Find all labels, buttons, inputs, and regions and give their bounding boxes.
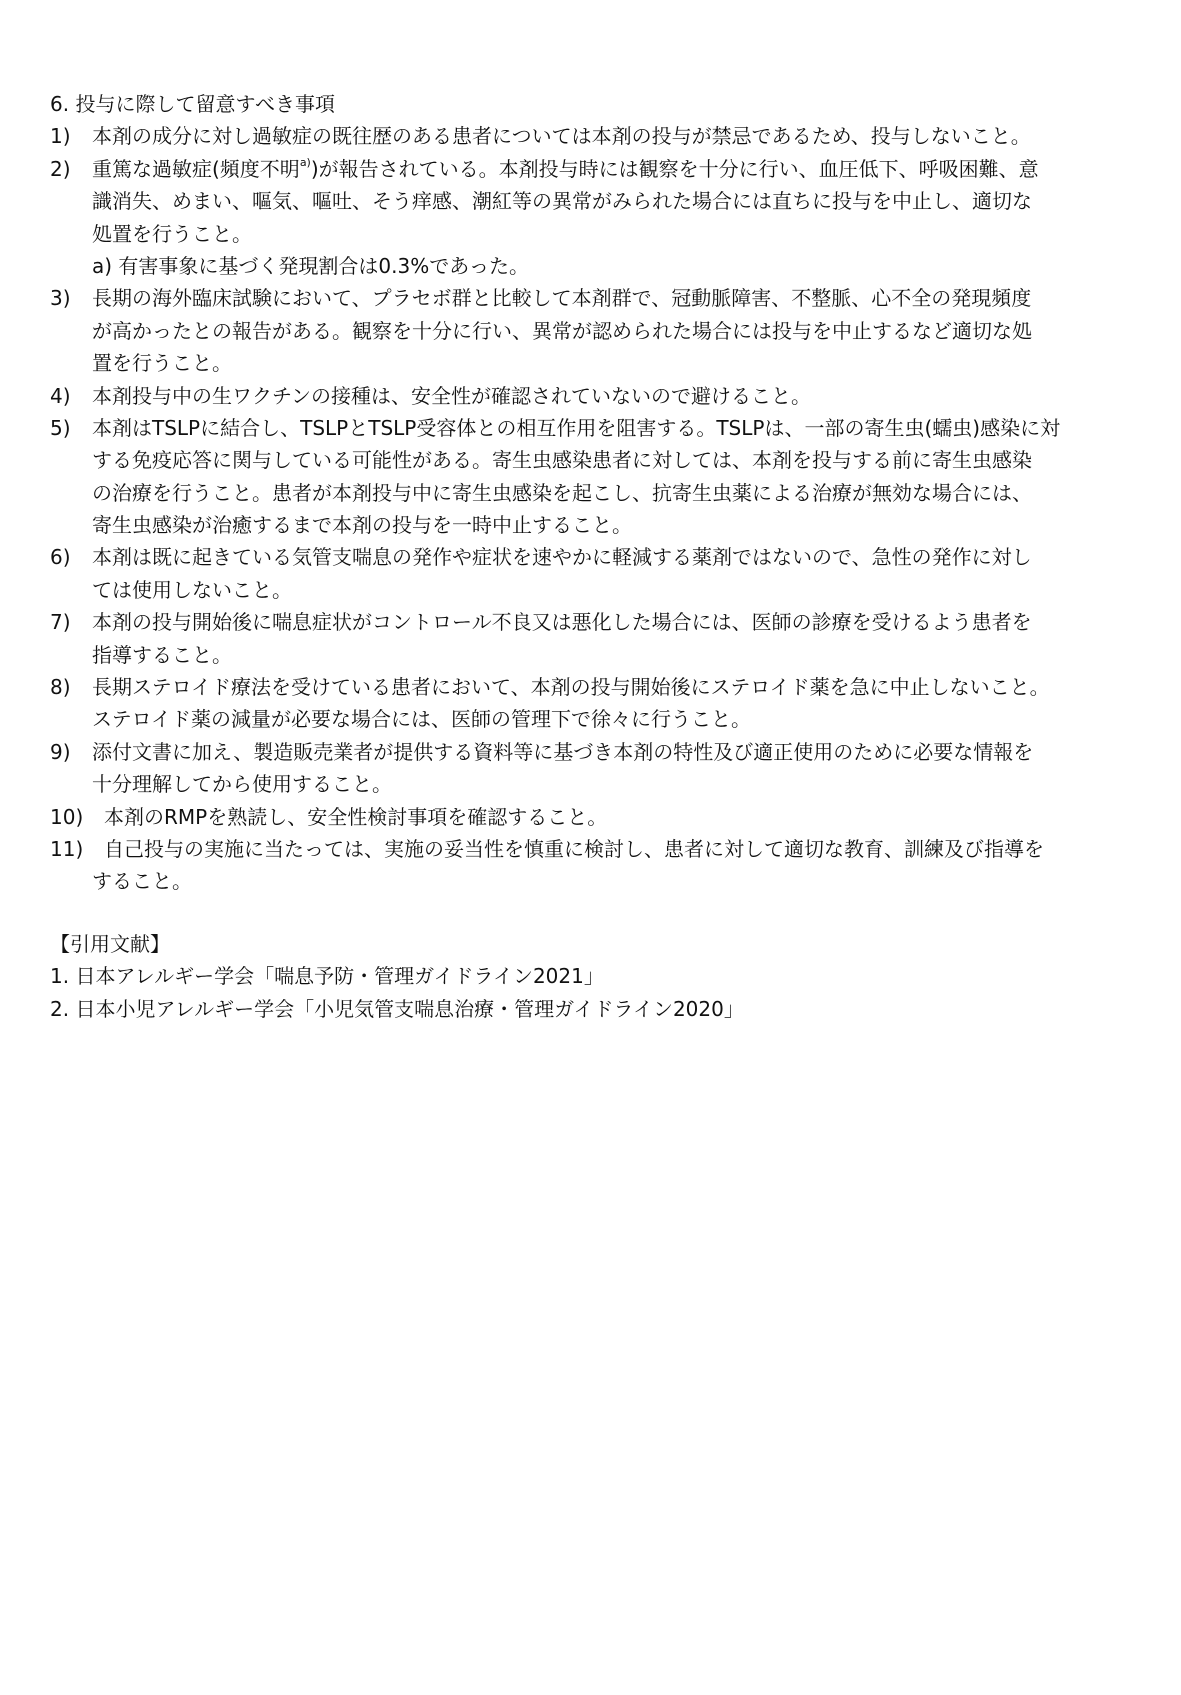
precaution-item bbox=[50, 541, 1130, 606]
item-text: 重篤な過敏症(頻度不明$^{a)}$)が報告されている。本剤投与時には観察を十分に行い、血圧低下、呼吸困難、意 bbox=[92, 155, 1039, 181]
item-line bbox=[50, 671, 1130, 703]
item-line bbox=[50, 736, 1130, 768]
item-line bbox=[50, 865, 1130, 897]
precaution-item bbox=[50, 606, 1130, 671]
item-line bbox=[50, 541, 1130, 573]
reference-item: 2. 日本小児アレルギー学会「小児気管支喘息治療・管理ガイドライン2020」 bbox=[50, 996, 744, 1021]
item-text: ステロイド薬の減量が必要な場合には、医師の管理下で徐々に行うこと。 bbox=[92, 707, 751, 732]
precaution-item bbox=[50, 801, 1130, 833]
item-number: 6) bbox=[50, 545, 71, 570]
item-number: 9) bbox=[50, 739, 71, 764]
item-line bbox=[50, 639, 1130, 671]
item-line bbox=[50, 347, 1130, 379]
item-text: 本剤はTSLPに結合し、TSLPとTSLP受容体との相互作用を阻害する。TSLPは、一部の寄生虫(蠕虫)感染に対 bbox=[92, 415, 1061, 440]
precaution-item bbox=[50, 671, 1130, 736]
item-line bbox=[50, 120, 1130, 152]
item-line bbox=[50, 574, 1130, 606]
item-line bbox=[50, 477, 1130, 509]
item-number: 7) bbox=[50, 610, 71, 635]
footnote-marker: a) bbox=[299, 155, 311, 169]
item-line bbox=[50, 412, 1130, 444]
item-text: 自己投与の実施に当たっては、実施の妥当性を慎重に検討し、患者に対して適切な教育、訓練及び指導を bbox=[104, 836, 1044, 861]
item-line bbox=[50, 315, 1130, 347]
item-number: 4) bbox=[50, 383, 71, 408]
references-heading: 【引用文献】 bbox=[50, 931, 170, 956]
item-number: 10) bbox=[50, 804, 84, 829]
item-text: 本剤は既に起きている気管支喘息の発作や症状を速やかに軽減する薬剤ではないので、急性の発作に対し bbox=[92, 545, 1032, 570]
references-list bbox=[50, 960, 1130, 1025]
item-line bbox=[50, 380, 1130, 412]
item-number: 3) bbox=[50, 286, 71, 311]
item-number: 2) bbox=[50, 156, 71, 181]
reference-item: 1. 日本アレルギー学会「喘息予防・管理ガイドライン2021」 bbox=[50, 964, 604, 989]
item-text: 識消失、めまい、嘔気、嘔吐、そう痒感、潮紅等の異常がみられた場合には直ちに投与を中止し、適切な bbox=[92, 189, 1032, 214]
item-line bbox=[50, 703, 1130, 735]
precaution-item bbox=[50, 153, 1130, 283]
precaution-item bbox=[50, 833, 1130, 898]
item-line bbox=[50, 444, 1130, 476]
item-text: の治療を行うこと。患者が本剤投与中に寄生虫感染を起こし、抗寄生虫薬による治療が無効な場合には、 bbox=[92, 480, 1032, 505]
item-number: 8) bbox=[50, 675, 71, 700]
item-text: 本剤投与中の生ワクチンの接種は、安全性が確認されていないので避けること。 bbox=[92, 383, 811, 408]
item-line bbox=[50, 768, 1130, 800]
item-number: 11) bbox=[50, 836, 84, 861]
item-number: 1) bbox=[50, 124, 71, 149]
precaution-item bbox=[50, 736, 1130, 801]
item-line bbox=[50, 185, 1130, 217]
document-body bbox=[50, 88, 1130, 1025]
item-text: 十分理解してから使用すること。 bbox=[92, 772, 392, 797]
item-line bbox=[50, 509, 1130, 541]
precaution-item bbox=[50, 282, 1130, 379]
item-text: する免疫応答に関与している可能性がある。寄生虫感染患者に対しては、本剤を投与する前に寄生虫感染 bbox=[92, 448, 1032, 473]
item-text: すること。 bbox=[92, 869, 192, 894]
item-text: 本剤の成分に対し過敏症の既往歴のある患者については本剤の投与が禁忌であるため、投与しないこと。 bbox=[92, 124, 1031, 149]
item-footnote: a) 有害事象に基づく発現割合は0.3%であった。 bbox=[92, 253, 530, 278]
item-line bbox=[50, 833, 1130, 865]
item-line bbox=[50, 801, 1130, 833]
item-text: 添付文書に加え、製造販売業者が提供する資料等に基づき本剤の特性及び適正使用のために必要な情報を bbox=[92, 739, 1034, 764]
item-text: 長期の海外臨床試験において、プラセボ群と比較して本剤群で、冠動脈障害、不整脈、心不全の発現頻度 bbox=[92, 286, 1032, 311]
item-text: 処置を行うこと。 bbox=[92, 221, 252, 246]
item-text: が高かったとの報告がある。観察を十分に行い、異常が認められた場合には投与を中止するなど適切な処 bbox=[92, 318, 1032, 343]
precautions-list bbox=[50, 120, 1130, 897]
item-line bbox=[50, 153, 1130, 185]
item-text: 本剤の投与開始後に喘息症状がコントロール不良又は悪化した場合には、医師の診療を受けるよう患者を bbox=[92, 610, 1032, 635]
item-text: 本剤のRMPを熟読し、安全性検討事項を確認すること。 bbox=[104, 804, 608, 829]
item-text: 長期ステロイド療法を受けている患者において、本剤の投与開始後にステロイド薬を急に中止しないこと。 bbox=[92, 675, 1050, 700]
item-line bbox=[50, 606, 1130, 638]
item-text: 指導すること。 bbox=[92, 642, 232, 667]
item-text: ては使用しないこと。 bbox=[92, 577, 292, 602]
item-text: 置を行うこと。 bbox=[92, 351, 232, 376]
section-title: 6. 投与に際して留意すべき事項 bbox=[50, 92, 336, 116]
precaution-item bbox=[50, 380, 1130, 412]
item-number: 5) bbox=[50, 415, 71, 440]
item-line bbox=[50, 218, 1130, 250]
precaution-item bbox=[50, 412, 1130, 542]
precaution-item bbox=[50, 120, 1130, 152]
item-note-line bbox=[50, 250, 1130, 282]
item-line bbox=[50, 282, 1130, 314]
item-text: 寄生虫感染が治癒するまで本剤の投与を一時中止すること。 bbox=[92, 513, 632, 538]
